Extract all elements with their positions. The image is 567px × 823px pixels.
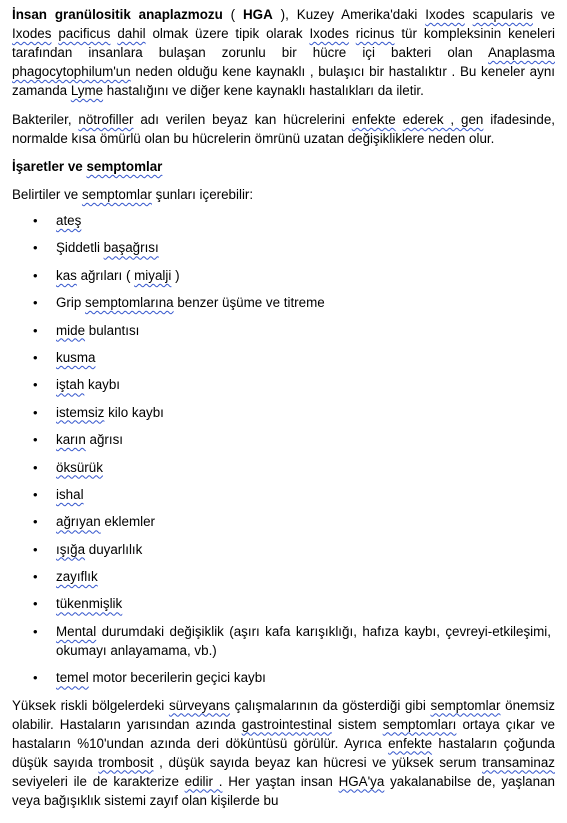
text-run: sistem (331, 716, 383, 732)
text-run: ), Kuzey Amerika'daki (272, 7, 426, 22)
text-run: hastalığını ve diğer kene kaynaklı hastalıkları da iletir. (103, 83, 424, 98)
text-run: önemsiz olabilir. Hastaların yarısından azında (12, 697, 555, 732)
text-run: ) (171, 267, 180, 283)
symptom-item (12, 567, 555, 586)
text-run (396, 112, 403, 127)
flagged-word: tükenmişlik (56, 596, 123, 612)
text-run: yakalanabilse de, yaşlanan veya bağışıklık sistemi zayıf olan kişilerde bu (12, 773, 555, 808)
bullet-icon: • (33, 267, 38, 283)
flagged-word: ishal (56, 486, 84, 502)
intro-paragraph (12, 5, 555, 100)
text-run: İnsan granülositik anaplazmozu (12, 7, 223, 22)
text-run: duyarlılık (85, 541, 143, 557)
flagged-word: dahil (117, 26, 146, 41)
text-run: ağrısı (85, 432, 123, 448)
text-run: seviyeleri ile de karakterize (12, 773, 185, 789)
flagged-word: öksürük (56, 459, 103, 475)
flagged-word: zayıflık (56, 569, 98, 585)
bullet-icon: • (33, 623, 38, 639)
text-run: Bakteriler, (12, 112, 79, 127)
flagged-word: ağrıyan (56, 514, 101, 530)
flagged-word: sürveyans (168, 697, 230, 713)
flagged-word: semptomlar (86, 159, 163, 174)
text-run: benzer üşüme ve titreme (173, 295, 325, 311)
text-run: hastaların çoğunda düşük sayıda (12, 735, 555, 770)
flagged-word: temel (56, 670, 89, 686)
flagged-word: scapularis (472, 7, 533, 22)
symptom-item (12, 348, 555, 367)
bullet-icon: • (33, 295, 38, 311)
symptom-list (12, 211, 555, 687)
bullet-icon: • (33, 240, 38, 256)
flagged-word: enfekte (388, 735, 433, 751)
text-run: Yüksek riskli bölgelerdeki (12, 697, 169, 713)
bullet-icon: • (33, 596, 38, 612)
flagged-word: semptomlarına (85, 295, 174, 311)
text-run: bulantısı (85, 322, 140, 338)
symptom-item (12, 238, 555, 257)
text-run: Her yaştan insan (222, 773, 339, 789)
flagged-word: istemsiz (56, 404, 105, 420)
bullet-icon: • (33, 541, 38, 557)
text-run: tür kompleksinin keneleri tarafından insanlara bulaşan zorunlu bir hücre içi bakteri olan (12, 26, 555, 60)
bullet-icon: • (33, 213, 38, 228)
section-heading (12, 157, 555, 176)
flagged-word: karın (56, 432, 86, 448)
text-run (349, 26, 356, 41)
symptoms-intro (12, 185, 555, 204)
bullet-icon: • (33, 377, 38, 393)
text-run (465, 7, 473, 22)
flagged-word: kusma (56, 349, 96, 365)
flagged-word: Ixodes (12, 26, 52, 41)
text-run: şunları içerebilir: (151, 187, 254, 202)
text-run: İşaretler ve (12, 159, 87, 174)
symptom-item (12, 540, 555, 559)
flagged-word: iştah (56, 377, 85, 393)
symptom-item (12, 594, 555, 613)
flagged-word: pacificus (58, 26, 111, 41)
bullet-icon: • (33, 349, 38, 365)
flagged-word: Anaplasma (488, 45, 555, 60)
symptom-item (12, 622, 555, 660)
flagged-word: trombosit (98, 754, 154, 770)
flagged-word: gastrointestinal (241, 716, 332, 732)
text-run: durumdaki değişiklik (aşırı kafa karışıklığı, hafıza kaybı, çevreyi-etkileşimi, okumayı anlayamama, vb.) (56, 623, 551, 658)
symptom-item (12, 430, 555, 449)
flagged-word: nötrofiller (78, 112, 134, 127)
symptom-item (12, 375, 555, 394)
flagged-word: Ixodes (309, 26, 349, 41)
text-run: motor becerilerin geçici kaybı (88, 670, 266, 686)
flagged-word: ateş (56, 213, 82, 228)
flagged-word: phagocytophilum'un (12, 64, 131, 79)
symptom-item (12, 458, 555, 477)
flagged-word: semptomlar (81, 187, 152, 202)
flagged-word: kas (56, 267, 77, 283)
flagged-word: enfekte (351, 112, 396, 127)
bullet-icon: • (33, 432, 38, 448)
flagged-word: başağrısı (103, 240, 159, 256)
flagged-word: ederek , gen (402, 112, 484, 127)
flagged-word: Lyme (70, 83, 104, 98)
symptom-item (12, 321, 555, 340)
symptom-item (12, 293, 555, 312)
symptom-item (12, 512, 555, 531)
text-run: ( (222, 7, 244, 22)
bullet-icon: • (33, 459, 38, 475)
symptom-item (12, 266, 555, 285)
text-run: kilo kaybı (104, 404, 164, 420)
text-run: neden olduğu kene kaynaklı , bulaşıcı bir hastalıktır . Bu keneler aynı zamanda (12, 64, 555, 98)
text-run: , düşük sayıda beyaz kan hücresi ve yüksek serum (153, 754, 483, 770)
text-run: adı verilen beyaz kan hücrelerini (133, 112, 352, 127)
symptom-item (12, 403, 555, 422)
flagged-word: miyalji (134, 267, 172, 283)
flagged-word: transaminaz (482, 754, 555, 770)
flagged-word: semptomlar (430, 697, 501, 713)
symptom-item (12, 211, 555, 230)
flagged-word: Ixodes (425, 7, 465, 22)
text-run: Grip (56, 295, 86, 311)
symptom-item (12, 485, 555, 504)
bullet-icon: • (33, 514, 38, 530)
text-run: Belirtiler ve (12, 187, 82, 202)
flagged-word: ışığa (56, 541, 86, 557)
bacteria-paragraph (12, 110, 555, 148)
bullet-icon: • (33, 569, 38, 585)
bullet-icon: • (33, 486, 38, 502)
text-run: eklemler (100, 514, 155, 530)
flagged-word: HGA'ya (338, 773, 385, 789)
bullet-icon: • (33, 404, 38, 420)
flagged-word: semptomları (382, 716, 457, 732)
text-run: Şiddetli (56, 240, 104, 256)
text-run: olmak üzere tipik olarak (145, 26, 310, 41)
flagged-word: mide (56, 322, 86, 338)
text-run: HGA (243, 7, 273, 22)
text-run: ve (532, 7, 555, 22)
bullet-icon: • (33, 322, 38, 338)
text-run: çalışmalarının da gösterdiği gibi (229, 697, 431, 713)
text-run: ifadesinde, normalde kısa ömürlü olan bu hücrelerin ömrünü uzatan değişikliklere neden olur. (12, 112, 555, 146)
flagged-word: ricinus (355, 26, 395, 41)
symptom-item (12, 668, 555, 687)
text-run: ortaya çıkar ve hastaların %10'undan azında deri döküntüsü görülür. Ayrıca (12, 716, 555, 751)
flagged-word: Mental (56, 623, 97, 639)
text-run: ağrıları ( (76, 267, 135, 283)
bullet-icon: • (33, 670, 38, 686)
text-run: kaybı (84, 377, 121, 393)
flagged-word: edilir . (184, 773, 223, 789)
surveillance-paragraph (12, 696, 555, 810)
